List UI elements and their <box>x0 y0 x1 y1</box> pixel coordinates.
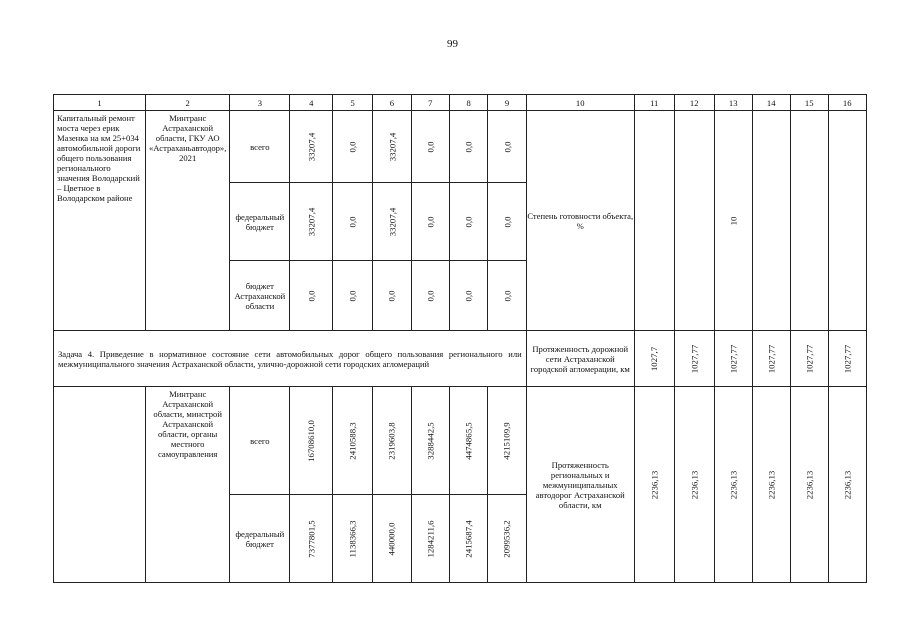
funding-source-cell: бюджет Астраханской области <box>230 261 290 331</box>
object-name-cell: Капитальный ремонт моста через ерик Мазенка на км 25+034 автомобильной дороги общего пользования регионального значения Володарский – Цветное в Володарском районе <box>54 111 146 331</box>
value-cell: 33207,4 <box>290 183 333 261</box>
target-cell: 1027,77 <box>714 331 752 387</box>
target-cell: 2236,13 <box>828 387 866 583</box>
indicator-cell: Протяженность дорожной сети Астраханской городской агломерации, км <box>526 331 634 387</box>
value-cell: 33207,4 <box>373 183 411 261</box>
executor-cell: Минтранс Астраханской области, ГКУ АО «Астраханьавтодор», 2021 <box>146 111 230 331</box>
value-cell: 3288442,5 <box>411 387 449 495</box>
header-row <box>54 95 867 111</box>
col-header: 2 <box>146 95 230 111</box>
value-cell: 33207,4 <box>373 111 411 183</box>
task-text-cell: Задача 4. Приведение в нормативное состояние сети автомобильных дорог общего пользования регионального или межмуниципального значения Астраханской области, улично-дорожной сети городских агломераций <box>54 331 527 387</box>
col-header: 16 <box>828 95 866 111</box>
target-cell: 1027,77 <box>752 331 790 387</box>
col-header: 5 <box>333 95 373 111</box>
value-cell: 0,0 <box>488 261 526 331</box>
value-cell: 7377801,5 <box>290 495 333 583</box>
value-cell: 0,0 <box>449 261 487 331</box>
value-cell: 0,0 <box>333 261 373 331</box>
value-cell: 0,0 <box>449 183 487 261</box>
col-header: 7 <box>411 95 449 111</box>
value-cell: 0,0 <box>488 183 526 261</box>
value-cell: 16708610,0 <box>290 387 333 495</box>
col-header: 3 <box>230 95 290 111</box>
funding-source-cell: федеральный бюджет <box>230 495 290 583</box>
target-cell: 2236,13 <box>790 387 828 583</box>
value-cell: 1138366,3 <box>333 495 373 583</box>
value-cell: 2410588,3 <box>333 387 373 495</box>
task-row <box>54 331 867 387</box>
col-header: 10 <box>526 95 634 111</box>
object-name-cell <box>54 387 146 583</box>
target-cell: 1027,7 <box>634 331 674 387</box>
table-row <box>54 111 867 183</box>
page-number: 99 <box>447 38 458 50</box>
value-cell: 0,0 <box>290 261 333 331</box>
target-cell: 2236,13 <box>634 387 674 583</box>
target-cell <box>674 111 714 331</box>
target-cell <box>790 111 828 331</box>
col-header: 14 <box>752 95 790 111</box>
target-cell: 2236,13 <box>674 387 714 583</box>
value-cell: 0,0 <box>333 111 373 183</box>
value-cell: 0,0 <box>333 183 373 261</box>
table-row <box>54 387 867 495</box>
value-cell: 4474865,5 <box>449 387 487 495</box>
value-cell: 0,0 <box>411 183 449 261</box>
target-cell <box>752 111 790 331</box>
indicator-cell: Степень готовности объекта, % <box>526 111 634 331</box>
target-cell: 10 <box>714 111 752 331</box>
funding-source-cell: всего <box>230 111 290 183</box>
col-header: 9 <box>488 95 526 111</box>
value-cell: 2099536,2 <box>488 495 526 583</box>
target-cell <box>828 111 866 331</box>
funding-source-cell: всего <box>230 387 290 495</box>
value-cell: 2319603,8 <box>373 387 411 495</box>
value-cell: 440000,0 <box>373 495 411 583</box>
value-cell: 0,0 <box>488 111 526 183</box>
value-cell: 2415687,4 <box>449 495 487 583</box>
target-cell: 1027,77 <box>828 331 866 387</box>
value-cell: 33207,4 <box>290 111 333 183</box>
col-header: 11 <box>634 95 674 111</box>
executor-cell: Минтранс Астраханской области, минстрой Астраханской области, органы местного самоуправления <box>146 387 230 583</box>
value-cell: 0,0 <box>411 111 449 183</box>
program-table <box>53 94 867 583</box>
col-header: 12 <box>674 95 714 111</box>
target-cell: 1027,77 <box>790 331 828 387</box>
col-header: 4 <box>290 95 333 111</box>
target-cell: 2236,13 <box>752 387 790 583</box>
col-header: 6 <box>373 95 411 111</box>
value-cell: 0,0 <box>449 111 487 183</box>
col-header: 13 <box>714 95 752 111</box>
col-header: 1 <box>54 95 146 111</box>
target-cell: 1027,77 <box>674 331 714 387</box>
value-cell: 1284211,6 <box>411 495 449 583</box>
value-cell: 0,0 <box>373 261 411 331</box>
value-cell: 0,0 <box>411 261 449 331</box>
col-header: 15 <box>790 95 828 111</box>
target-cell: 2236,13 <box>714 387 752 583</box>
col-header: 8 <box>449 95 487 111</box>
indicator-cell: Протяженность региональных и межмуниципальных автодорог Астраханской области, км <box>526 387 634 583</box>
funding-source-cell: федеральный бюджет <box>230 183 290 261</box>
target-cell <box>634 111 674 331</box>
value-cell: 4215109,9 <box>488 387 526 495</box>
